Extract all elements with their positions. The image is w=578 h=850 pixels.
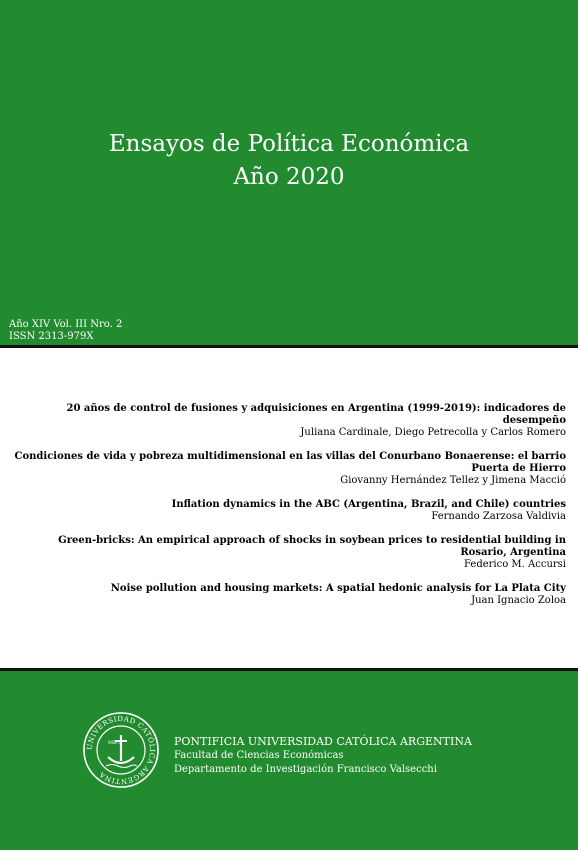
seal-initials: MB A (108, 740, 122, 746)
article-authors: Juliana Cardinale, Diego Petrecolla y Carlos Romero (300, 427, 566, 438)
article-item (10, 583, 566, 607)
cover-footer (0, 671, 578, 850)
table-of-contents (10, 403, 566, 619)
journal-title-line1: Ensayos de Política Económica (108, 131, 470, 157)
article-item (10, 451, 566, 487)
cover-header (0, 0, 578, 345)
journal-title (0, 128, 578, 194)
department-name: Departamento de Investigación Francisco Valsecchi (174, 764, 437, 775)
issue-info (9, 319, 122, 343)
article-title: 20 años de control de fusiones y adquisiciones en Argentina (1999-2019): indicadores de desempeño (66, 403, 566, 426)
seal-text: UNIVERSIDAD CATÓLICA ARGENTINA (85, 714, 157, 786)
issn: ISSN 2313-979X (9, 331, 94, 342)
journal-title-line2: Año 2020 (233, 164, 345, 190)
university-info (174, 735, 472, 777)
issue-number: Año XIV Vol. III Nro. 2 (9, 319, 123, 330)
article-title: Noise pollution and housing markets: A spatial hedonic analysis for La Plata City (110, 583, 566, 594)
article-authors: Juan Ignacio Zoloa (471, 595, 566, 606)
university-name: PONTIFICIA UNIVERSIDAD CATÓLICA ARGENTINA (174, 735, 472, 748)
article-authors: Fernando Zarzosa Valdivia (431, 511, 566, 522)
article-item (10, 403, 566, 439)
article-item (10, 535, 566, 571)
article-title: Green-bricks: An empirical approach of shocks in soybean prices to residential building in Rosario, Argentina (58, 535, 566, 558)
faculty-name: Facultad de Ciencias Económicas (174, 750, 344, 761)
divider-top (0, 345, 578, 348)
article-authors: Federico M. Accursi (464, 559, 566, 570)
article-item (10, 499, 566, 523)
article-authors: Giovanny Hernández Tellez y Jimena Macció (340, 475, 566, 486)
university-seal-icon (82, 711, 160, 789)
article-title: Condiciones de vida y pobreza multidimensional en las villas del Conurbano Bonaerense: el barrio Puerta de Hierro (14, 451, 566, 474)
article-title: Inflation dynamics in the ABC (Argentina, Brazil, and Chile) countries (171, 499, 566, 510)
